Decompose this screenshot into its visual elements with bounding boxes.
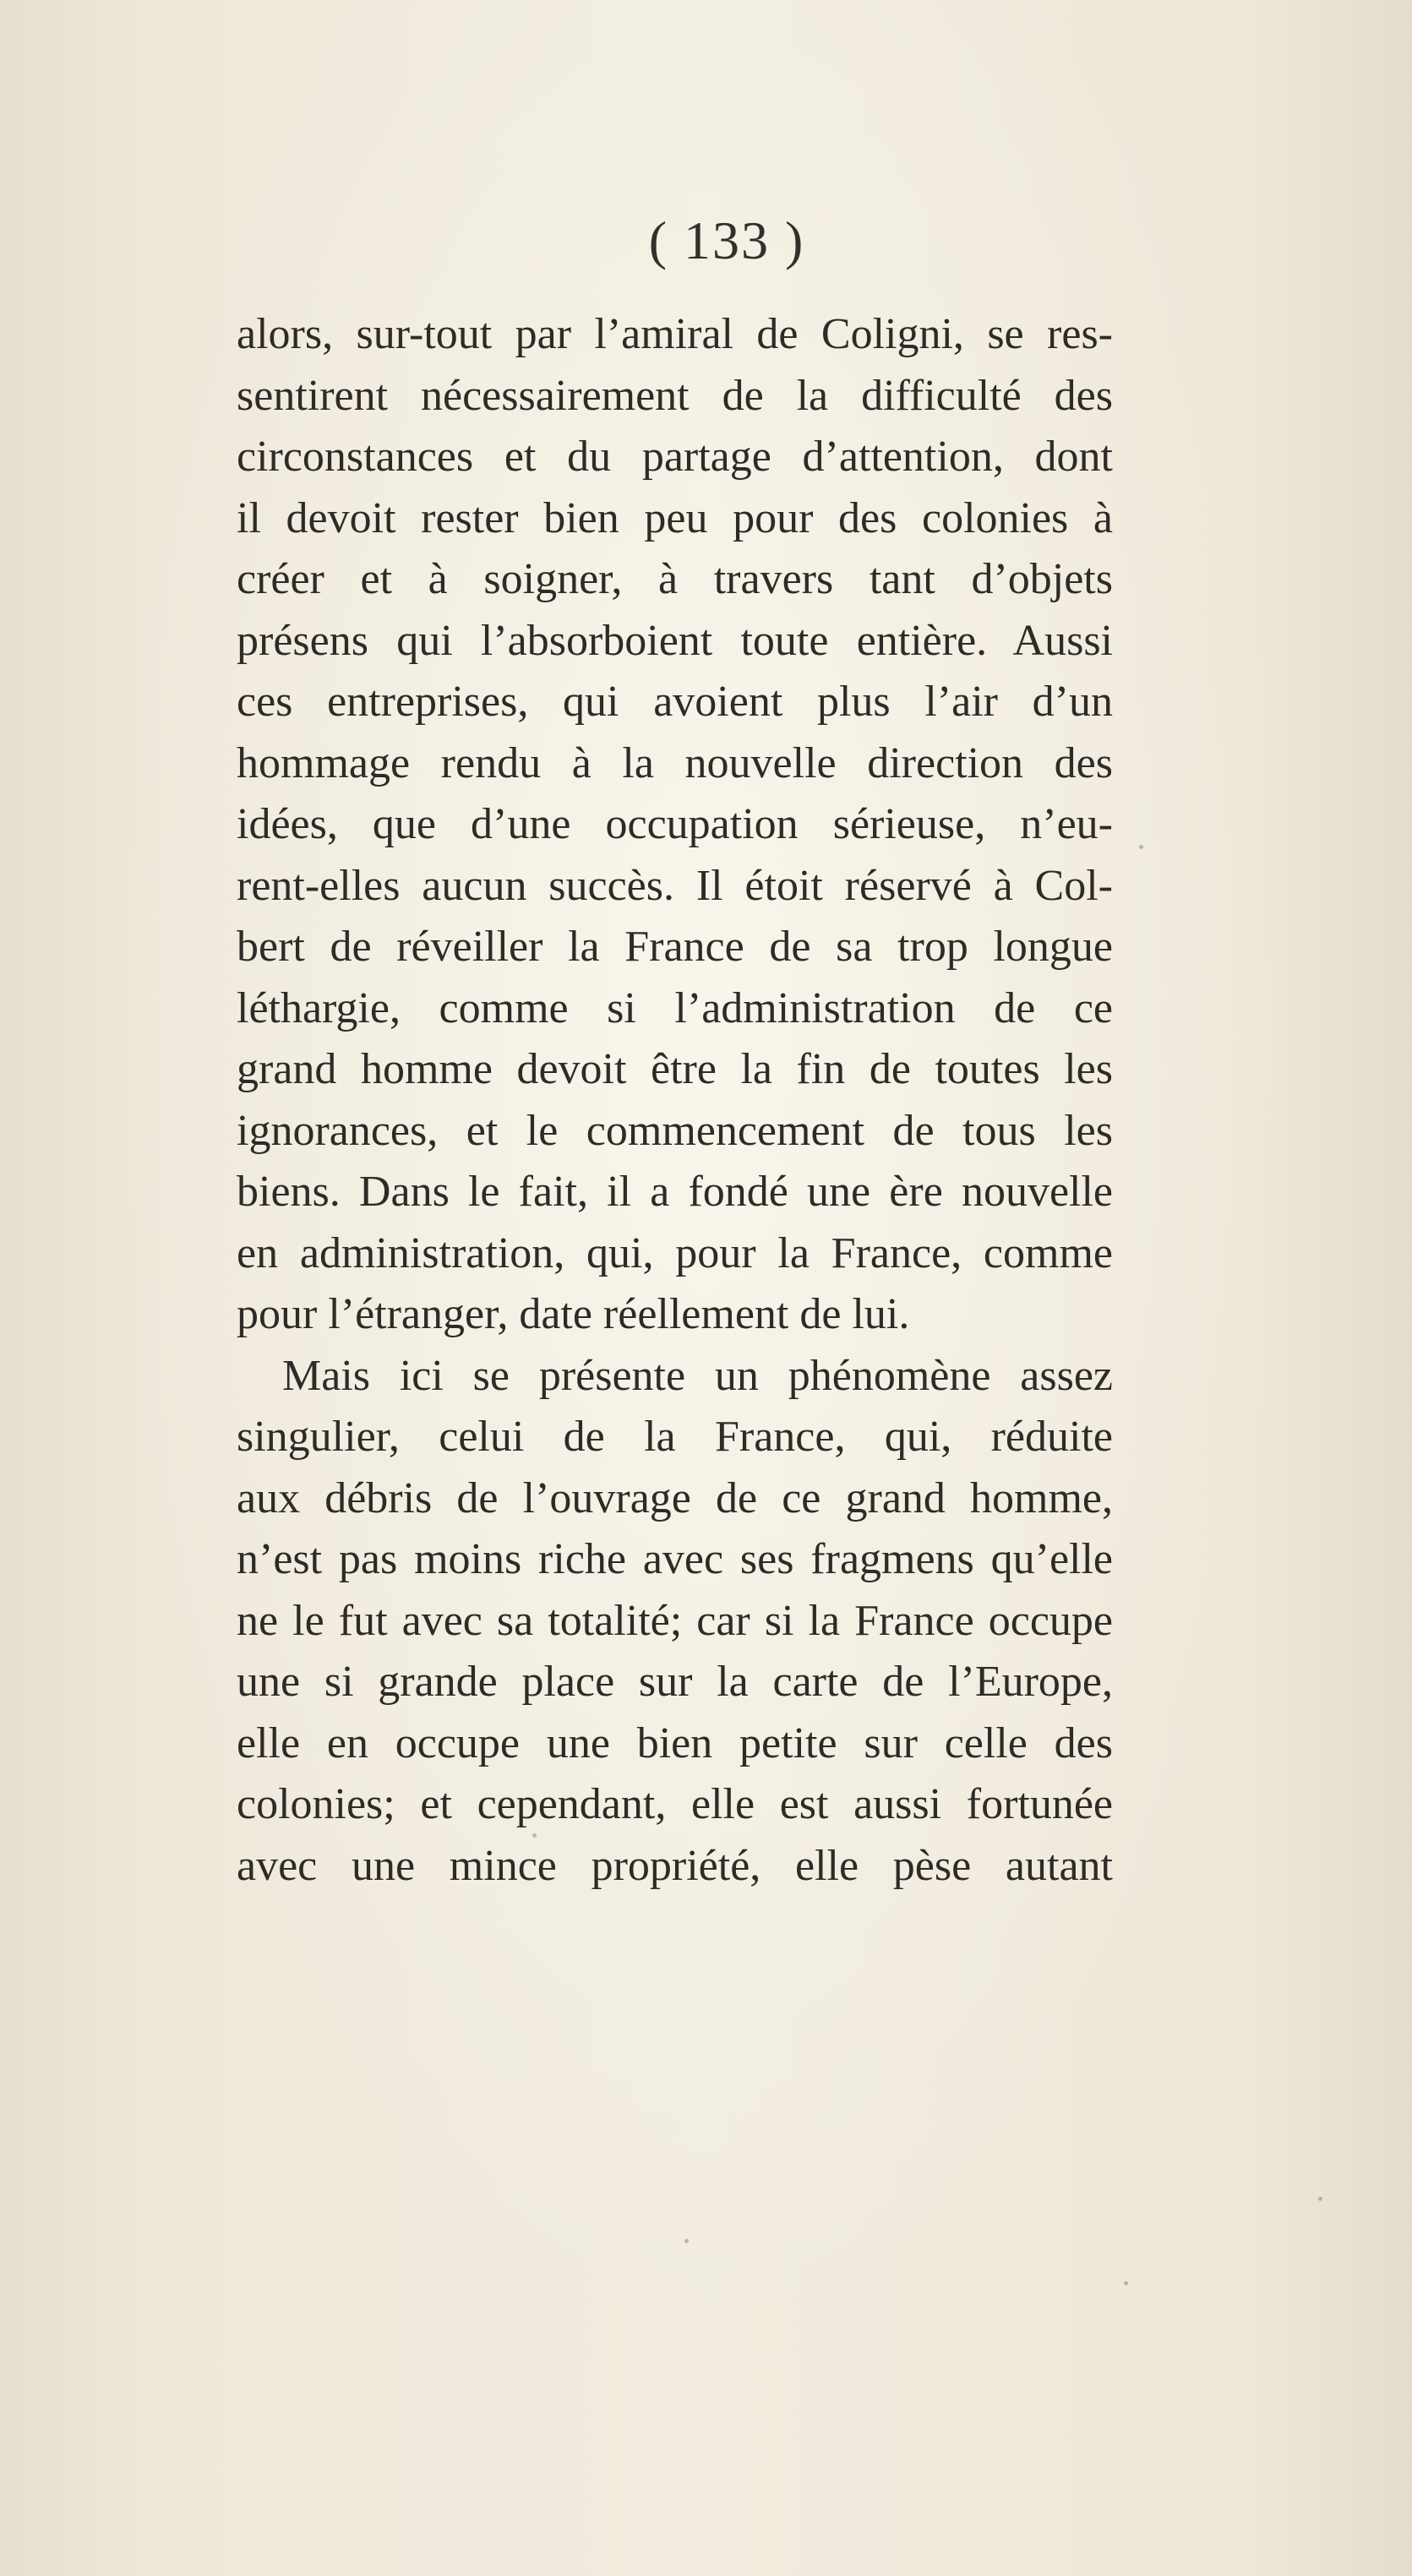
paper-speck: [1139, 845, 1143, 849]
text-line: il devoit rester bien peu pour des colonies à: [237, 493, 1113, 542]
page-number: ( 133 ): [648, 210, 805, 270]
text-line: en administration, qui, pour la France, comme: [237, 1228, 1113, 1277]
text-line: hommage rendu à la nouvelle direction des: [237, 738, 1113, 787]
paper-speck: [1124, 2281, 1128, 2285]
text-line: ne le fut avec sa totalité; car si la France occupe: [237, 1596, 1113, 1645]
text-line: idées, que d’une occupation sérieuse, n’eu-: [237, 800, 1113, 848]
paper-speck: [1318, 2197, 1322, 2201]
text-line: présens qui l’absorboient toute entière. Aussi: [237, 616, 1113, 665]
text-line: une si grande place sur la carte de l’Europe,: [237, 1658, 1113, 1706]
text-line: alors, sur-tout par l’amiral de Coligni, se res-: [237, 310, 1113, 358]
text-line: circonstances et du partage d’attention, dont: [237, 433, 1113, 481]
paper-speck: [532, 1833, 537, 1838]
text-line: sentirent nécessairement de la difficulté des: [237, 371, 1113, 420]
text-line: singulier, celui de la France, qui, réduite: [237, 1413, 1113, 1461]
text-line: pour l’étranger, date réellement de lui.: [237, 1290, 910, 1338]
text-line: biens. Dans le fait, il a fondé une ère nouvelle: [237, 1168, 1113, 1216]
text-line: rent-elles aucun succès. Il étoit réservé à Col-: [237, 861, 1113, 910]
text-line: léthargie, comme si l’administration de ce: [237, 983, 1113, 1032]
text-line: ignorances, et le commencement de tous les: [237, 1106, 1113, 1155]
text-line: avec une mince propriété, elle pèse autant: [237, 1841, 1113, 1890]
text-line: colonies; et cependant, elle est aussi fortunée: [237, 1780, 1113, 1828]
text-line: créer et à soigner, à travers tant d’objets: [237, 555, 1113, 603]
body-text: [237, 304, 1113, 1897]
text-line: n’est pas moins riche avec ses fragmens qu’elle: [237, 1535, 1113, 1583]
text-line: aux débris de l’ouvrage de ce grand homme,: [237, 1473, 1113, 1522]
text-line: ces entreprises, qui avoient plus l’air d’un: [237, 678, 1113, 726]
text-line: bert de réveiller la France de sa trop longue: [237, 923, 1113, 971]
text-line: elle en occupe une bien petite sur celle des: [237, 1718, 1113, 1767]
text-line: grand homme devoit être la fin de toutes les: [237, 1045, 1113, 1093]
text-line: Mais ici se présente un phénomène assez: [282, 1351, 1113, 1400]
paper-speck: [684, 2239, 689, 2243]
